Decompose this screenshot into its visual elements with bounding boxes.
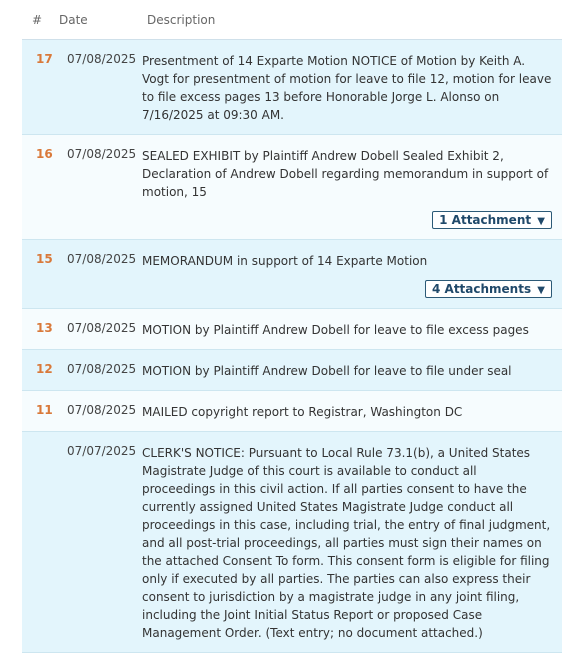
entry-date: 07/08/2025 <box>67 403 137 417</box>
chevron-down-icon: ▼ <box>537 216 545 227</box>
docket-entry <box>22 240 562 309</box>
docket-entry <box>22 135 562 240</box>
chevron-down-icon: ▼ <box>537 285 545 296</box>
entry-number[interactable]: 11 <box>36 403 53 417</box>
entry-description: MOTION by Plaintiff Andrew Dobell for leave to file excess pages <box>142 323 529 337</box>
attachments-label: 4 Attachments <box>432 282 532 296</box>
column-header-number: # <box>32 13 43 27</box>
attachments-container <box>22 211 552 229</box>
docket-entry <box>22 309 562 350</box>
entry-number[interactable]: 16 <box>36 147 53 161</box>
entry-date: 07/08/2025 <box>67 52 137 66</box>
docket-entry <box>22 40 562 135</box>
attachments-button[interactable] <box>432 211 552 229</box>
entry-date: 07/08/2025 <box>67 321 137 335</box>
entry-description: SEALED EXHIBIT by Plaintiff Andrew Dobell Sealed Exhibit 2, Declaration of Andrew Dobell regarding memorandum in support of motion, 15 <box>142 149 549 199</box>
attachments-button[interactable] <box>425 280 552 298</box>
entry-date: 07/08/2025 <box>67 147 137 161</box>
attachments-label: 1 Attachment <box>439 213 532 227</box>
entry-description: MEMORANDUM in support of 14 Exparte Motion <box>142 254 428 268</box>
entry-description: MAILED copyright report to Registrar, Washington DC <box>142 405 463 419</box>
docket-entry <box>22 350 562 391</box>
docket-entry-list <box>22 40 562 653</box>
entry-number[interactable]: 13 <box>36 321 53 335</box>
docket-header <box>22 0 562 40</box>
attachments-container <box>22 280 552 298</box>
entry-description: Presentment of 14 Exparte Motion NOTICE of Motion by Keith A. Vogt for presentment of motion for leave to file 12, motion for leave to file excess pages 13 before Honorable Jorge L. Alonso on 7/16/2025 at 09:30 AM. <box>142 54 552 122</box>
entry-description: MOTION by Plaintiff Andrew Dobell for leave to file under seal <box>142 364 512 378</box>
column-header-date: Date <box>59 13 88 27</box>
entry-date: 07/08/2025 <box>67 362 137 376</box>
docket-entry <box>22 391 562 432</box>
entry-number[interactable]: 15 <box>36 252 53 266</box>
entry-date: 07/08/2025 <box>67 252 137 266</box>
entry-number[interactable]: 12 <box>36 362 53 376</box>
column-header-description: Description <box>147 13 216 27</box>
entry-description: CLERK'S NOTICE: Pursuant to Local Rule 73.1(b), a United States Magistrate Judge of this court is available to conduct all proceedings in this civil action. If all parties consent to have the currently assigned United States Magistrate Judge conduct all proceedings in this case, including trial, the entry of final judgment, and all post-trial proceedings, all parties must sign their names on the attached Consent To form. This consent form is eligible for filing only if executed by all parties. The parties can also express their consent to jurisdiction by a magistrate judge in any joint filing, including the Joint Initial Status Report or proposed Case Management Order. (Text entry; no document attached.) <box>142 446 551 640</box>
docket-entry <box>22 432 562 653</box>
entry-number[interactable]: 17 <box>36 52 53 66</box>
entry-date: 07/07/2025 <box>67 444 137 458</box>
